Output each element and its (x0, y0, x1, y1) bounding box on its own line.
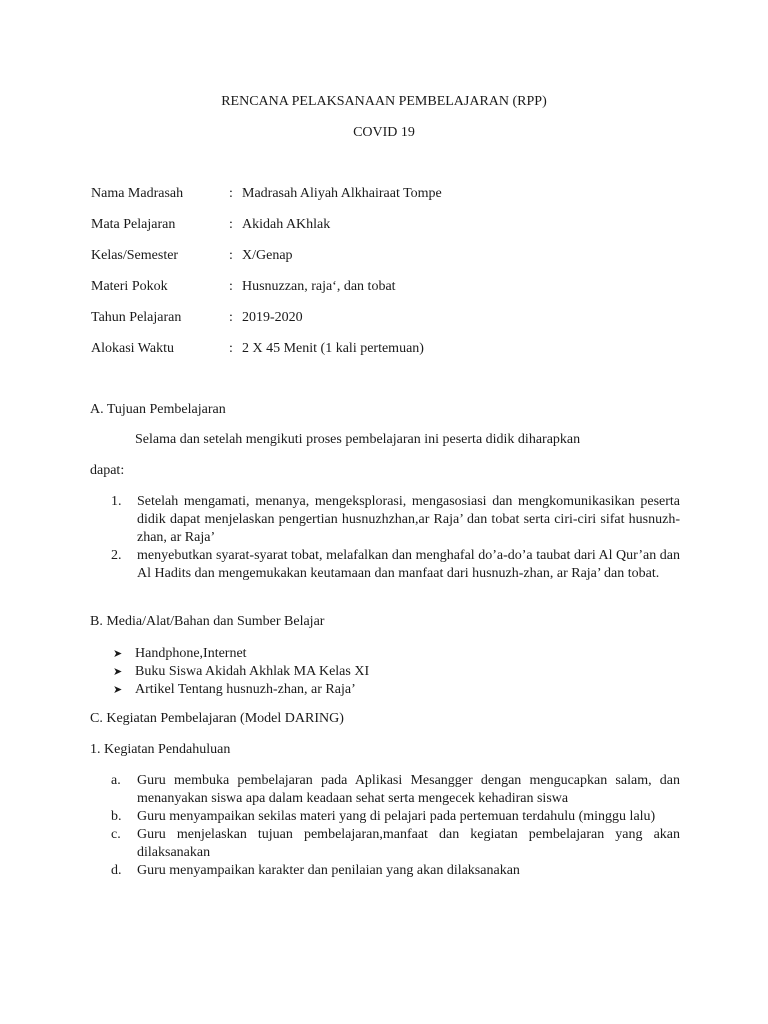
list-item (90, 772, 680, 808)
section-c-heading: C. Kegiatan Pembelajaran (Model DARING) (90, 711, 344, 726)
list-item (90, 493, 680, 547)
list-text: Artikel Tentang husnuzh-zhan, ar Raja’ (135, 682, 356, 697)
identity-label: Kelas/Semester (91, 248, 179, 263)
section-c-subheading: 1. Kegiatan Pendahuluan (90, 742, 231, 757)
identity-value: 2019-2020 (242, 310, 303, 325)
arrow-bullet-icon: ➤ (113, 683, 123, 696)
identity-label: Materi Pokok (91, 279, 168, 294)
identity-label: Alokasi Waktu (91, 341, 174, 356)
list-item (113, 645, 369, 663)
identity-table (91, 186, 691, 372)
identity-row (91, 310, 691, 341)
arrow-bullet-icon: ➤ (113, 647, 123, 660)
list-text: Setelah mengamati, menanya, mengeksplorasi, mengasosiasi dan mengkomunikasikan peserta didik dapat menjelaskan pengertian husnuzhzhan,ar Raja’ dan tobat serta ciri-ciri sifat husnuzh-zhan, ar Raja’ (137, 494, 680, 545)
section-a-intro-continued: dapat: (90, 463, 125, 478)
list-text: menyebutkan syarat-syarat tobat, melafalkan dan menghafal do’a-do’a taubat dari Al Qur’an dan Al Hadits dan mengemukakan keutamaan dan manfaat dari husnuzh-zhan, ar Raja’ dan tobat. (137, 548, 680, 581)
identity-separator: : (229, 310, 233, 325)
list-text: Guru menjelaskan tujuan pembelajaran,manfaat dan kegiatan pembelajaran yang akan dilaksanakan (137, 827, 680, 860)
list-text: Guru membuka pembelajaran pada Aplikasi Mesangger dengan mengucapkan salam, dan menanyakan siswa apa dalam keadaan sehat serta mengecek kehadiran siswa (137, 773, 680, 806)
identity-row (91, 186, 691, 217)
section-a-heading: A. Tujuan Pembelajaran (90, 402, 226, 417)
list-item (113, 681, 369, 699)
objectives-list (90, 493, 680, 583)
identity-value: X/Genap (242, 248, 293, 263)
identity-label: Nama Madrasah (91, 186, 184, 201)
list-item (90, 547, 680, 583)
identity-row (91, 279, 691, 310)
section-b-heading: B. Media/Alat/Bahan dan Sumber Belajar (90, 614, 325, 629)
identity-separator: : (229, 248, 233, 263)
list-number: 1. (111, 494, 122, 509)
identity-value: Madrasah Aliyah Alkhairaat Tompe (242, 186, 442, 201)
section-a-intro: Selama dan setelah mengikuti proses pembelajaran ini peserta didik diharapkan (135, 432, 581, 447)
identity-row (91, 217, 691, 248)
document-title: RENCANA PELAKSANAAN PEMBELAJARAN (RPP) (221, 94, 547, 109)
arrow-bullet-icon: ➤ (113, 665, 123, 678)
identity-label: Tahun Pelajaran (91, 310, 182, 325)
list-text: Guru menyampaikan karakter dan penilaian yang akan dilaksanakan (137, 863, 520, 878)
list-text: Guru menyampaikan sekilas materi yang di pelajari pada pertemuan terdahulu (minggu lalu) (137, 809, 656, 824)
identity-label: Mata Pelajaran (91, 217, 176, 232)
identity-value: 2 X 45 Menit (1 kali pertemuan) (242, 341, 424, 356)
list-number: c. (111, 827, 121, 842)
identity-separator: : (229, 217, 233, 232)
identity-row (91, 341, 691, 372)
list-number: a. (111, 773, 121, 788)
list-number: b. (111, 809, 122, 824)
identity-separator: : (229, 279, 233, 294)
identity-value: Akidah AKhlak (242, 217, 331, 232)
list-item (90, 808, 680, 826)
list-item (90, 862, 680, 880)
identity-value: Husnuzzan, raja‘, dan tobat (242, 279, 396, 294)
list-item (90, 826, 680, 862)
identity-row (91, 248, 691, 279)
identity-separator: : (229, 186, 233, 201)
media-list (113, 645, 369, 699)
activities-list (90, 772, 680, 880)
identity-separator: : (229, 341, 233, 356)
list-item (113, 663, 369, 681)
list-text: Handphone,Internet (135, 646, 247, 661)
list-number: 2. (111, 548, 122, 563)
document-subtitle: COVID 19 (353, 125, 415, 140)
list-number: d. (111, 863, 122, 878)
list-text: Buku Siswa Akidah Akhlak MA Kelas XI (135, 664, 370, 679)
